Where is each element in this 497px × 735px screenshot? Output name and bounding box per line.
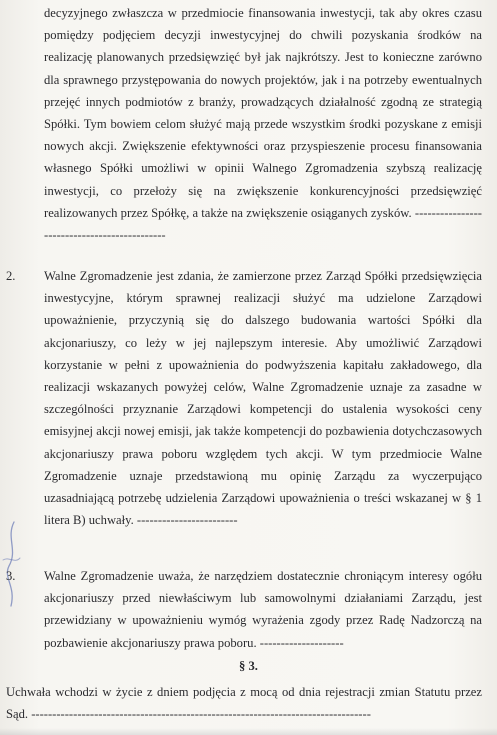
section-heading: § 3. [239, 659, 258, 673]
list-item-number: 3. [6, 569, 16, 583]
page-bottom-shadow [0, 728, 497, 735]
list-item-text: Walne Zgromadzenie uważa, że narzędziem dostatecznie chroniącym interesy ogółu akcjonariuszy przed niewłaściwym lub samowolnymi działaniami Zarządu, jest przewidziany w upoważnieniu wymóg wyrażenia zgody przez Radę Nadzorczą na pozbawienie akcjonariuszy prawa poboru. -------------------- [44, 569, 482, 650]
list-item-number: 2. [6, 269, 16, 283]
paragraph-continuation: decyzyjnego zwłaszcza w przedmiocie finansowania inwestycji, tak aby okres czasu pomiędzy podjęciem decyzji inwestycyjnej do chwili pozyskania środków na realizację planowanych przedsięwzięć był jak najkrótszy. Jest to konieczne zarówno dla sprawnego przystępowania do nowych projektów, jak i na potrzeby ewentualnych przejęć innych podmiotów z branży, prowadzących działalność zgodną ze strategią Spółki. Tym bowiem celom służyć mają przede wszystkim środki pozyskane z emisji nowych akcji. Zwiększenie efektywności oraz przyspieszenie procesu finansowania własnego Spółki umożliwi w opinii Walnego Zgromadzenia szybszą realizację inwestycji, co przełoży się na zwiększenie konkurencyjności przedsięwzięć realizowanych przez Spółkę, a także na zwiększenie osiąganych zysków. --------------------------------------------- [44, 6, 482, 243]
list-item-text: Walne Zgromadzenie jest zdania, że zamierzone przez Zarząd Spółki przedsięwzięcia inwestycyjne, którym sprawnej realizacji służyć ma udzielone Zarządowi upoważnienie, przyczynią się do dalszego budowania wartości Spółki dla akcjonariuszy, co leży w jej najlepszym interesie. Aby umożliwić Zarządowi korzystanie w pełni z upoważnienia do podwyższenia kapitału zakładowego, dla realizacji wskazanych powyżej celów, Walne Zgromadzenie uznaje za zasadne w szczególności przyznanie Zarządowi kompetencji do ustalenia wysokości ceny emisyjnej akcji nowej emisji, jak także kompetencji do pozbawienia dotychczasowych akcjonariuszy prawa poboru względem tych akcji. W tym przedmiocie Walne Zgromadzenie uznaje przedstawioną mu opinię Zarządu za wyczerpująco uzasadniającą potrzebę udzielenia Zarządowi upoważnienia o treści wskazanej w § 1 litera B) uchwały. ------------------------ [44, 269, 482, 528]
closing-paragraph: Uchwała wchodzi w życie z dniem podjęcia z mocą od dnia rejestracji zmian Statutu przez Sąd. --------------------------------------------------------------------------------- [6, 685, 482, 722]
